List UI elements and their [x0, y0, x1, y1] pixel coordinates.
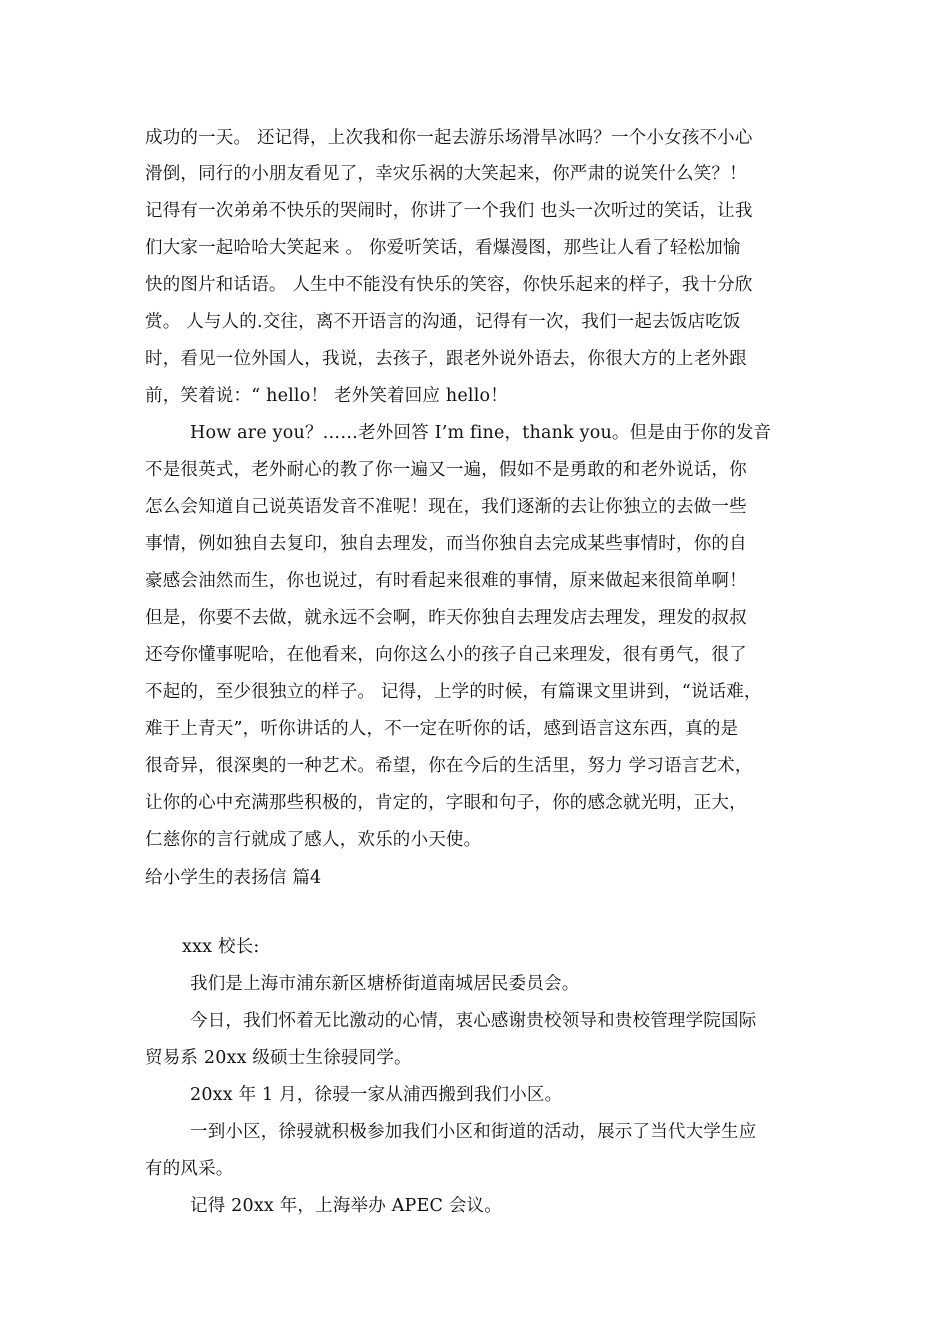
letter-paragraph: 20xx 年 1 月，徐骎一家从浦西搬到我们小区。: [190, 1085, 563, 1105]
text-line: 成功的一天。 还记得，上次我和你一起去游乐场滑旱冰吗？一个小女孩不小心: [145, 128, 753, 148]
text-line: 不是很英式，老外耐心的教了你一遍又一遍，假如不是勇敢的和老外说话，你: [145, 460, 747, 480]
text-line: 豪感会油然而生，你也说过，有时看起来很难的事情，原来做起来很简单啊！: [145, 571, 747, 591]
letter-salutation: xxx 校长:: [182, 937, 260, 957]
text-line: 快的图片和话语。 人生中不能没有快乐的笑容，你快乐起来的样子，我十分欣: [145, 275, 753, 295]
text-line: 们大家一起哈哈大笑起来 。 你爱听笑话，看爆漫图，那些让人看了轻松加愉: [145, 238, 741, 258]
text-line: How are you？……老外回答 I’m fine，thank you。但是由于你的发音: [190, 423, 772, 443]
text-line: 前，笑着说：“ hello！ 老外笑着回应 hello！: [145, 386, 508, 406]
section-heading: 给小学生的表扬信 篇4: [145, 868, 322, 888]
text-line: 赏。 人与人的.交往，离不开语言的沟通，记得有一次，我们一起去饭店吃饭: [145, 312, 741, 332]
text-line: 不起的，至少很独立的样子。 记得，上学的时候，有篇课文里讲到，“说话难，: [145, 682, 762, 702]
text-line: 但是，你要不去做，就永远不会啊，昨天你独自去理发店去理发，理发的叔叔: [145, 608, 747, 628]
text-line: 仁慈你的言行就成了感人，欢乐的小天使。: [145, 830, 482, 850]
text-line: 让你的心中充满那些积极的，肯定的，字眼和句子，你的感念就光明，正大，: [145, 793, 747, 813]
letter-paragraph: 记得 20xx 年，上海举办 APEC 会议。: [190, 1196, 502, 1216]
letter-paragraph: 我们是上海市浦东新区塘桥街道南城居民委员会。: [190, 974, 580, 994]
text-line: 滑倒，同行的小朋友看见了，幸灾乐祸的大笑起来，你严肃的说笑什么笑？！: [145, 164, 747, 184]
letter-paragraph-continuation: 有的风采。: [145, 1159, 234, 1179]
text-line: 还夸你懂事呢哈，在他看来，向你这么小的孩子自己来理发，很有勇气，很了: [145, 645, 747, 665]
text-line: 记得有一次弟弟不快乐的哭闹时，你讲了一个我们 也头一次听过的笑话，让我: [145, 201, 753, 221]
text-line: 事情，例如独自去复印，独自去理发，而当你独自去完成某些事情时，你的自: [145, 534, 747, 554]
letter-paragraph-continuation: 贸易系 20xx 级硕士生徐骎同学。: [145, 1048, 412, 1068]
letter-paragraph: 今日，我们怀着无比激动的心情，衷心感谢贵校领导和贵校管理学院国际: [190, 1011, 757, 1031]
text-line: 时，看见一位外国人，我说，去孩子，跟老外说外语去，你很大方的上老外跟: [145, 349, 747, 369]
text-line: 很奇异，很深奥的一种艺术。希望，你在今后的生活里，努力 学习语言艺术，: [145, 756, 753, 776]
text-line: 难于上青天”，听你讲话的人，不一定在听你的话，感到语言这东西，真的是: [145, 719, 739, 739]
letter-paragraph: 一到小区，徐骎就积极参加我们小区和街道的活动，展示了当代大学生应: [190, 1122, 757, 1142]
text-line: 怎么会知道自己说英语发音不准呢！现在，我们逐渐的去让你独立的去做一些: [145, 497, 747, 517]
